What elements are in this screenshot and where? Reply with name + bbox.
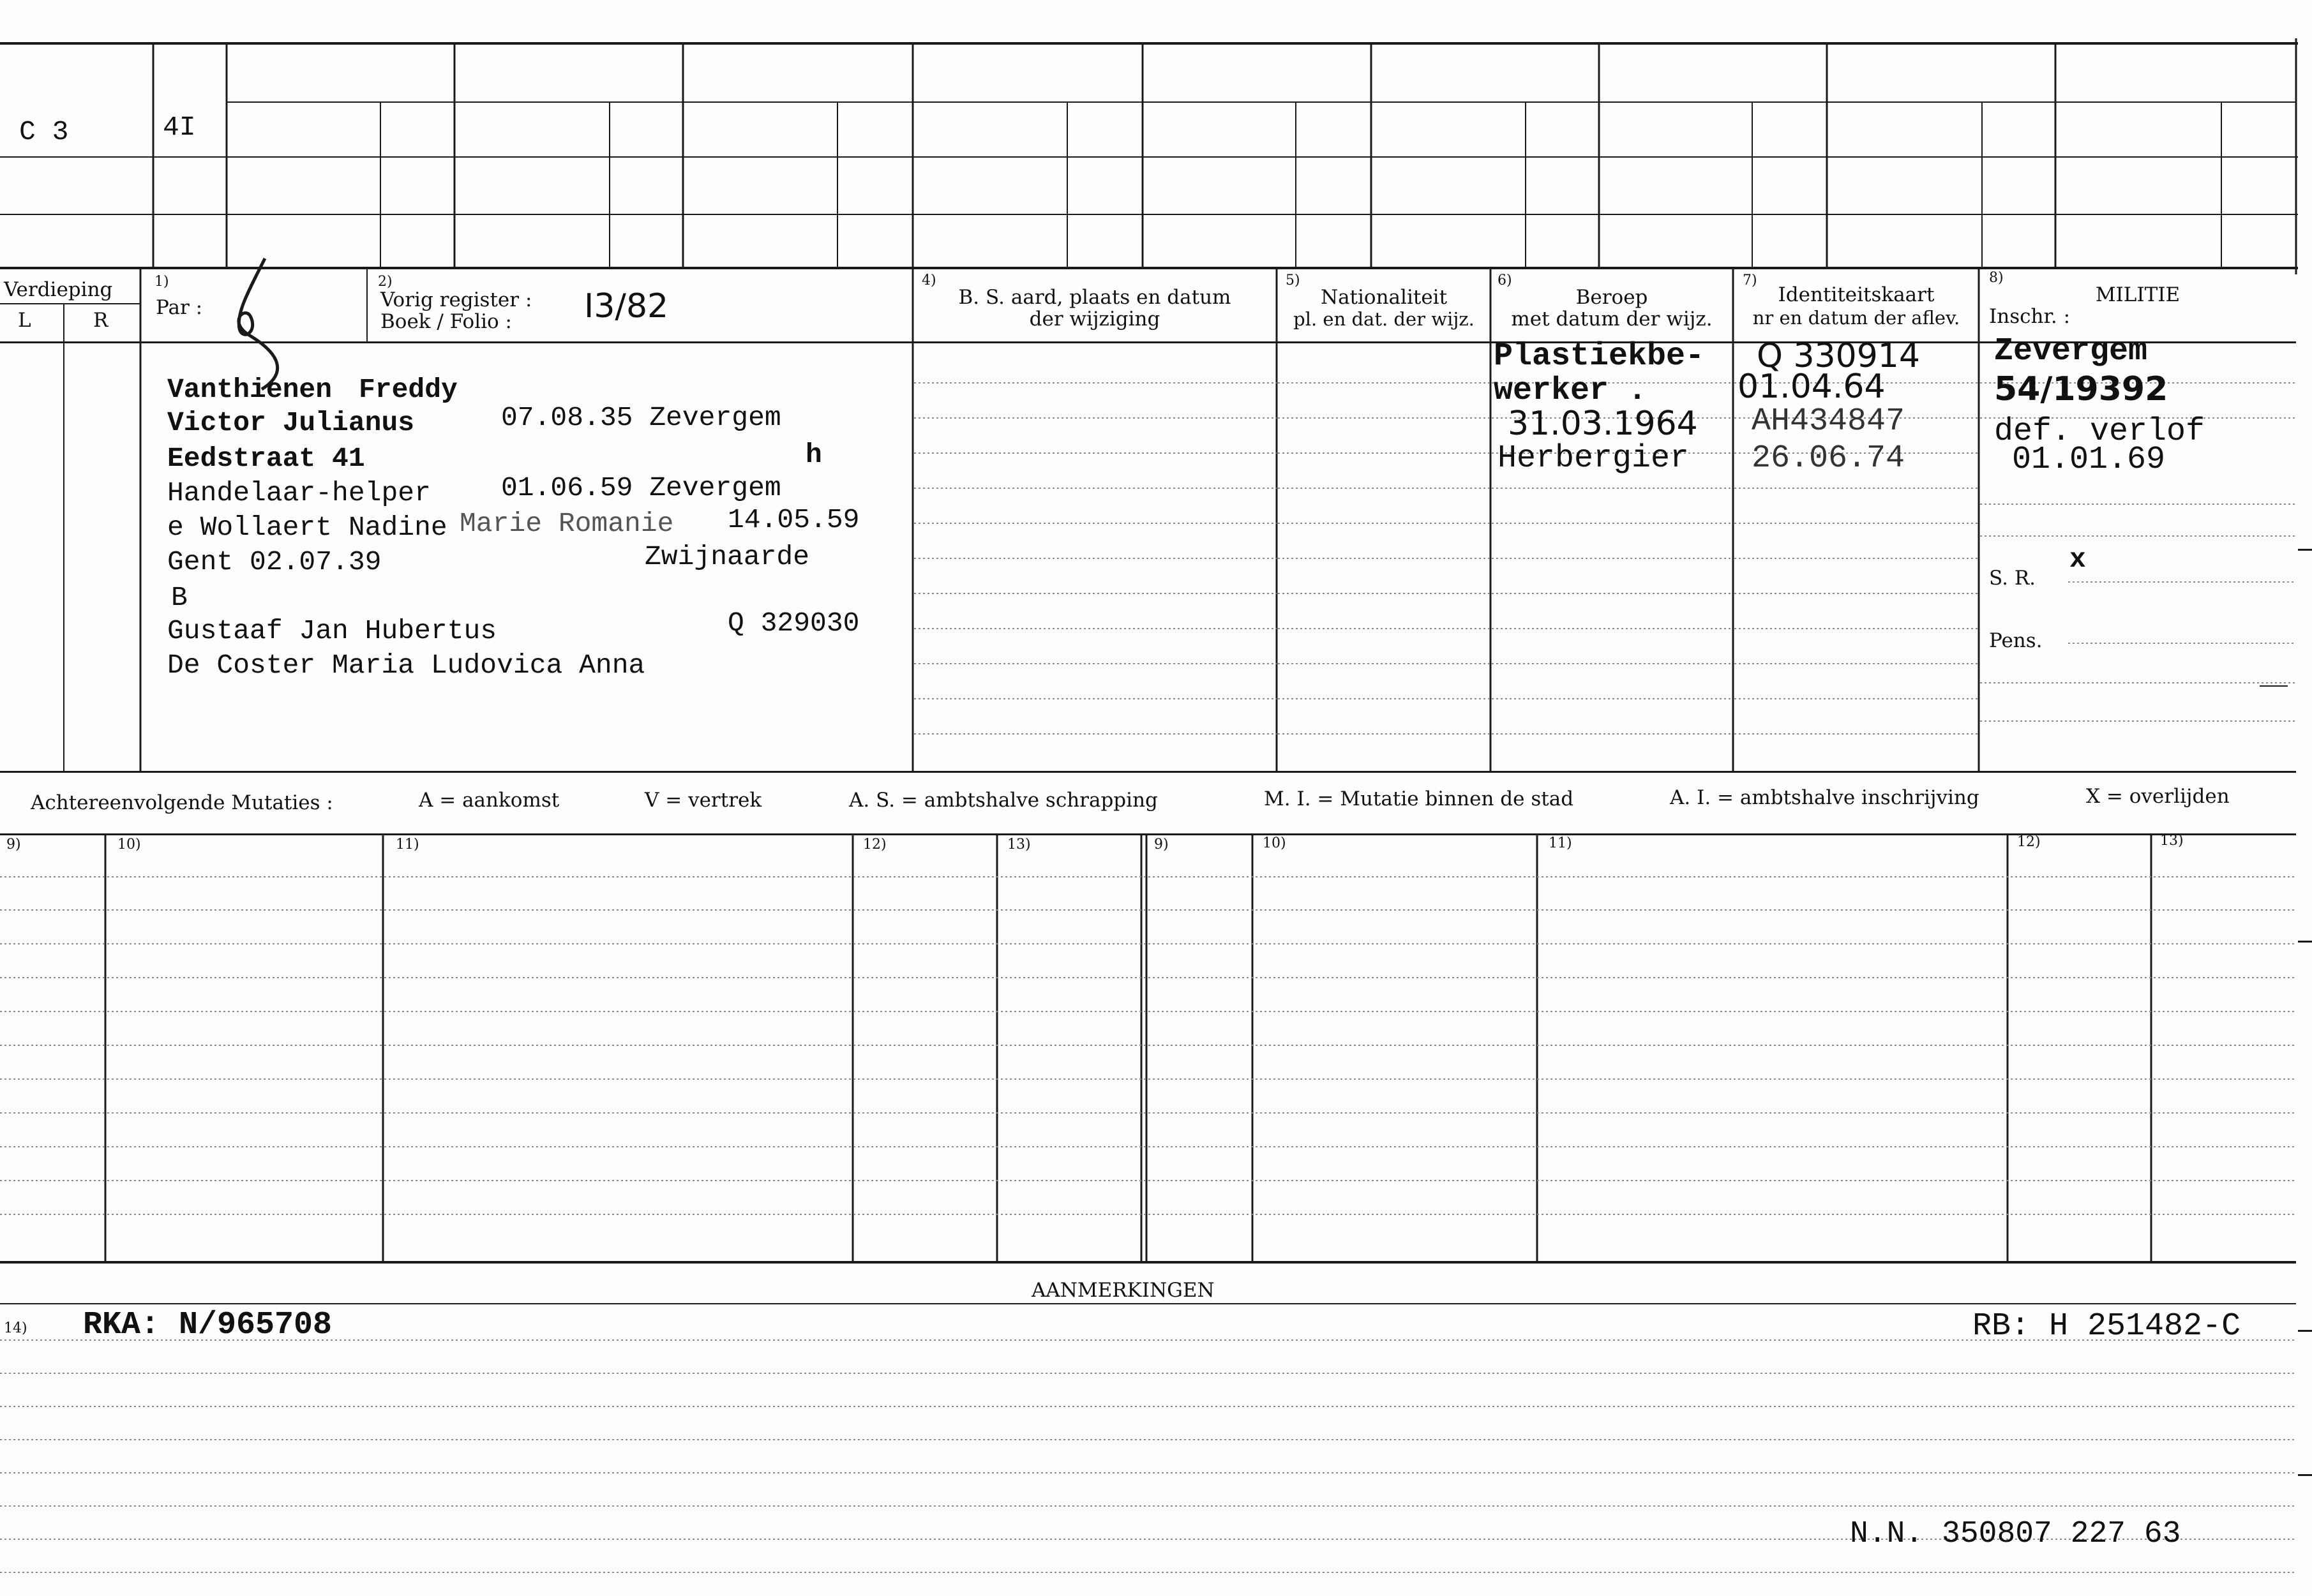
verdieping-label: Verdieping [4, 278, 113, 301]
legend-schrapping: A. S. = ambtshalve schrapping [849, 789, 1158, 812]
legend-mutatie-stad: M. I. = Mutatie binnen de stad [1264, 787, 1574, 810]
militie-margin-mark [2260, 685, 2288, 687]
person-spouse-birth: Gent 02.07.39 [167, 546, 382, 578]
nationaliteit-header-line2: pl. en dat. der wijz. [1293, 308, 1475, 330]
mutatie-col-11b: 11) [1549, 835, 1572, 851]
field-8-number: 8) [1989, 270, 2004, 286]
top-grid-number: 4I [163, 112, 196, 143]
beroep-header-line1: Beroep [1575, 286, 1648, 309]
mutatie-col-13: 13) [1007, 837, 1031, 853]
mutatie-col-9: 9) [6, 837, 21, 853]
mutatie-col-10: 10) [117, 837, 141, 853]
beroep-line1: Plastiekbe- [1494, 338, 1705, 375]
field-2-number: 2) [378, 274, 393, 290]
mutatie-col-13b: 13) [2160, 833, 2184, 849]
person-middle-names: Victor Julianus [167, 407, 415, 438]
beroep-line2: werker . [1494, 373, 1648, 409]
beroep-date: 31.03.1964 [1508, 405, 1698, 443]
vorig-register-value: I3/82 [584, 287, 669, 325]
militie-status-date: 01.01.69 [2012, 442, 2166, 478]
nationaliteit-header-line1: Nationaliteit [1320, 286, 1448, 309]
person-father: Gustaaf Jan Hubertus [167, 615, 497, 646]
person-father-id: Q 329030 [728, 608, 860, 639]
person-surname: Vanthienen [167, 374, 333, 405]
identiteit-number-2: AH434847 [1752, 403, 1905, 440]
person-address: Eedstraat 41 [167, 443, 365, 474]
aanmerkingen-ruled-lines [0, 1334, 2312, 1596]
person-spouse: e Wollaert Nadine [167, 512, 447, 543]
margin-tick [2298, 941, 2312, 943]
identiteit-header-line2: nr en datum der aflev. [1752, 307, 1960, 329]
rka-number: RKA: N/965708 [83, 1307, 333, 1343]
legend-inschrijving: A. I. = ambtshalve inschrijving [1670, 786, 1979, 809]
mutaties-table-lines [0, 833, 2312, 1267]
sr-value: x [2069, 544, 2086, 575]
militie-header: MILITIE [2095, 283, 2181, 306]
person-birth: 07.08.35 Zevergem [501, 402, 781, 433]
militie-place: Zevergem [1994, 333, 2148, 369]
person-mother: De Coster Maria Ludovica Anna [167, 650, 645, 681]
mutatie-col-12b: 12) [2017, 834, 2041, 850]
rb-number: RB: H 251482-C [1972, 1308, 2241, 1345]
militie-number: 54/19392 [1994, 370, 2168, 408]
inschr-label: Inschr. : [1989, 305, 2071, 328]
person-spouse-birthplace: Zwijnaarde [645, 541, 810, 572]
bs-header-line1: B. S. aard, plaats en datum [958, 286, 1231, 309]
militie-status: def. verlof [1994, 414, 2205, 450]
person-marriage-date: 14.05.59 [728, 504, 860, 535]
person-occupation: Handelaar-helper [167, 477, 431, 509]
field-1-number: 1) [154, 274, 169, 290]
person-firstname: Freddy [359, 374, 458, 405]
aanmerkingen-title: AANMERKINGEN [1032, 1279, 1215, 1302]
mutatie-col-10b: 10) [1263, 835, 1286, 851]
vorig-register-label: Vorig register : [380, 288, 532, 311]
field-14-number: 14) [4, 1320, 27, 1336]
person-occupation-date: 01.06.59 Zevergem [501, 472, 781, 503]
identiteit-number-1: Q 330914 [1757, 337, 1920, 375]
identiteit-header-line1: Identiteitskaart [1778, 283, 1935, 306]
field-6-number: 6) [1498, 272, 1512, 288]
sr-label: S. R. [1989, 567, 2036, 590]
pens-label: Pens. [1989, 629, 2043, 652]
right-label: R [93, 309, 109, 332]
legend-vertrek: V = vertrek [645, 789, 762, 812]
top-grid-lines [0, 0, 2312, 274]
margin-tick [2298, 1330, 2312, 1332]
field-7-number: 7) [1743, 272, 1757, 288]
bs-header-line2: der wijziging [1029, 308, 1160, 331]
mutatie-col-9b: 9) [1154, 837, 1169, 853]
person-address-mark: h [806, 439, 822, 470]
identiteit-date-1: 01.04.64 [1738, 368, 1886, 406]
field-5-number: 5) [1286, 272, 1300, 288]
margin-tick [2298, 1474, 2312, 1476]
mutatie-col-12: 12) [863, 837, 887, 853]
field-4-number: 4) [922, 272, 936, 288]
aanmerkingen-header-line [0, 1303, 2296, 1304]
margin-tick [2298, 549, 2312, 551]
person-b-mark: B [171, 582, 188, 613]
national-number: N.N. 350807 227 63 [1850, 1517, 2181, 1551]
top-grid-code: C 3 [19, 116, 69, 147]
left-label: L [18, 309, 31, 332]
person-spouse-names: Marie Romanie [460, 508, 674, 539]
mutaties-title: Achtereenvolgende Mutaties : [31, 791, 333, 814]
identiteit-date-2: 26.06.74 [1752, 440, 1905, 477]
boek-folio-label: Boek / Folio : [380, 310, 512, 333]
aanmerkingen-top-line [0, 1261, 2296, 1264]
entry-bottom-line [0, 771, 2296, 773]
mutatie-col-11: 11) [396, 837, 419, 853]
legend-overlijden: X = overlijden [2086, 785, 2230, 808]
legend-aankomst: A = aankomst [419, 789, 560, 812]
beroep-line4: Herbergier [1498, 440, 1690, 477]
beroep-header-line2: met datum der wijz. [1511, 308, 1713, 331]
par-label: Par : [156, 296, 203, 319]
